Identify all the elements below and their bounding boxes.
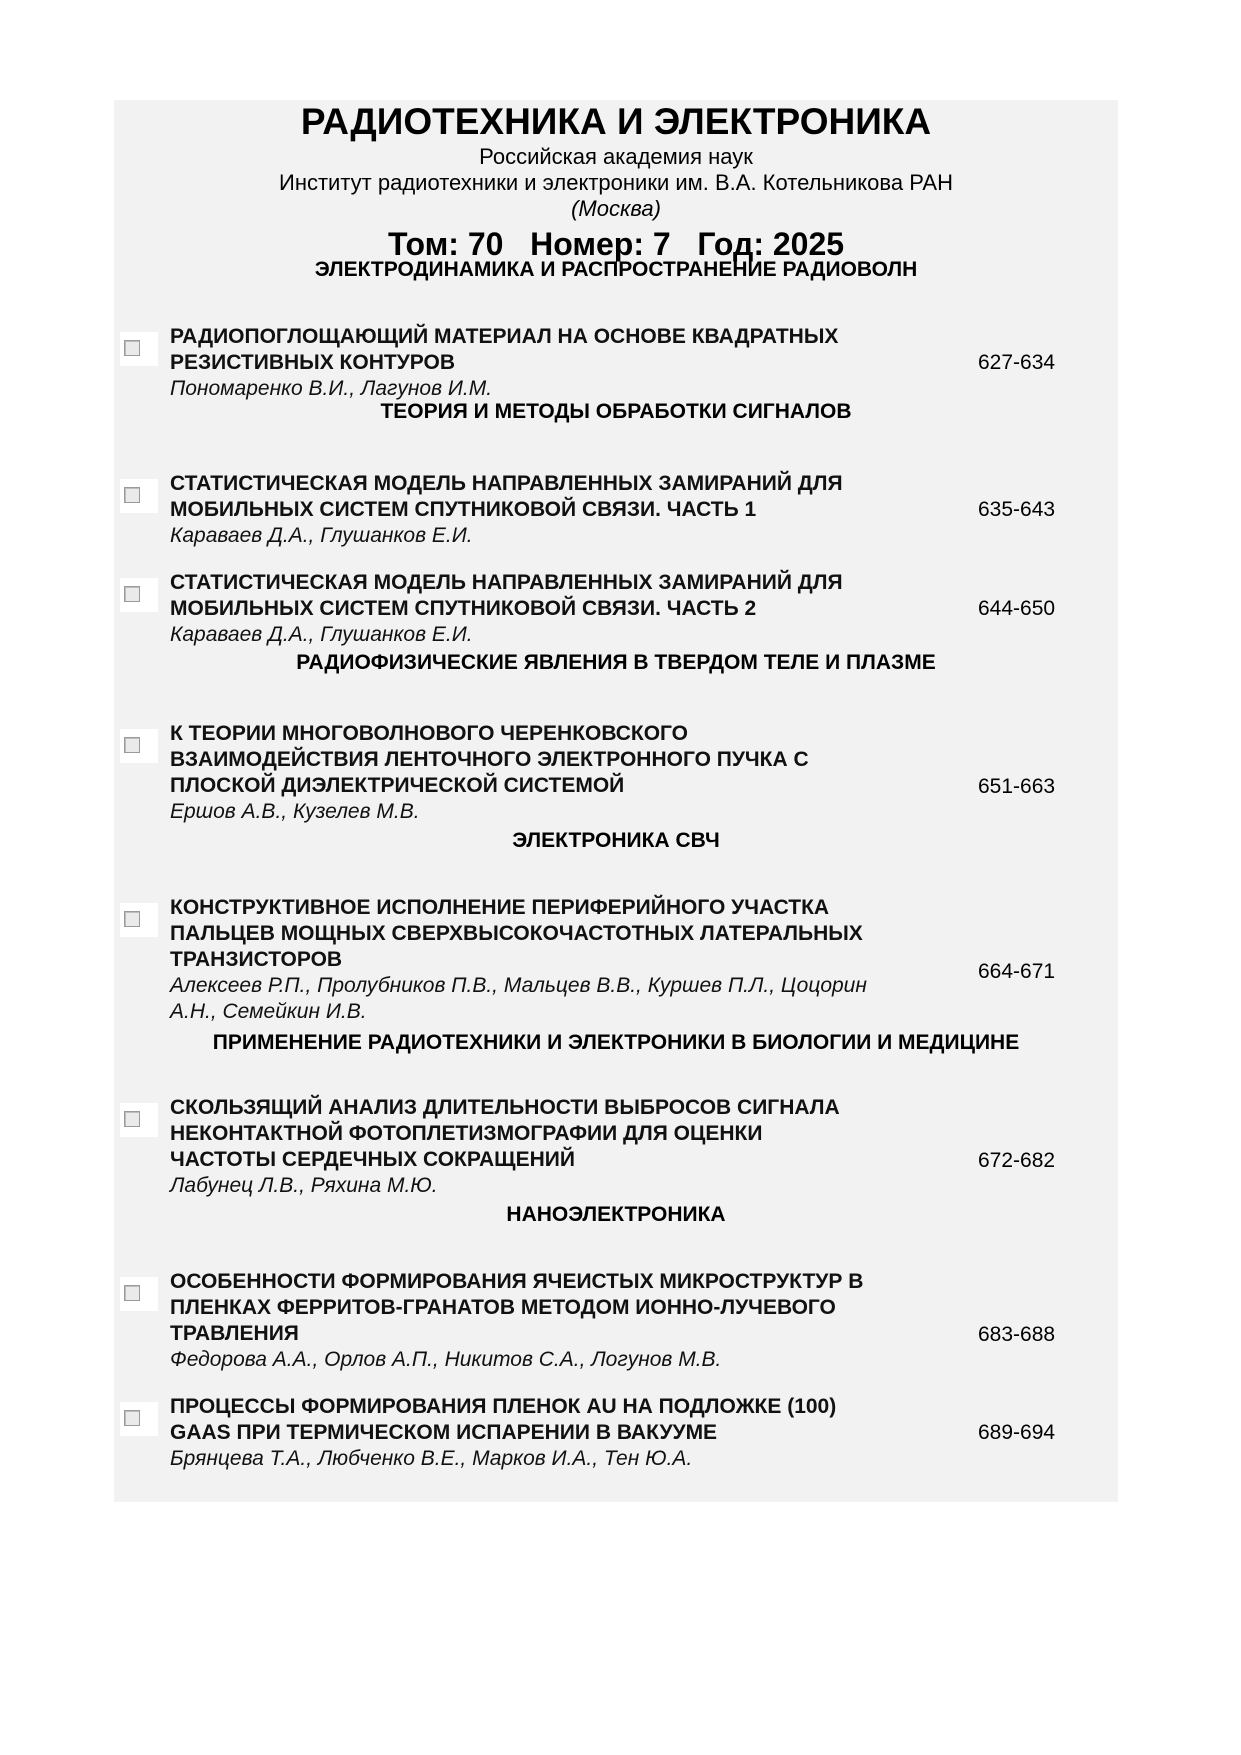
article-title-line[interactable]: ПЛОСКОЙ ДИЭЛЕКТРИЧЕСКОЙ СИСТЕМОЙ	[170, 774, 625, 797]
article-title-line[interactable]: ПАЛЬЦЕВ МОЩНЫХ СВЕРХВЫСОКОЧАСТОТНЫХ ЛАТЕРАЛЬНЫХ	[170, 922, 863, 945]
table-of-contents-panel	[114, 100, 1118, 1502]
article-title-line[interactable]: ТРАВЛЕНИЯ	[170, 1322, 299, 1345]
article-authors: Алексеев Р.П., Пролубников П.В., Мальцев В.В., Куршев П.Л., Цоцорин	[170, 974, 867, 997]
article-title-line[interactable]: МОБИЛЬНЫХ СИСТЕМ СПУТНИКОВОЙ СВЯЗИ. ЧАСТЬ 2	[170, 597, 757, 620]
checkbox-square-icon	[124, 1285, 140, 1301]
article-authors: Караваев Д.А., Глушанков Е.И.	[170, 524, 473, 547]
article-checkbox[interactable]	[120, 578, 158, 612]
article-pages: 683-688	[978, 1323, 1056, 1346]
city-name: (Москва)	[571, 196, 661, 221]
article-authors: Лабунец Л.В., Ряхина М.Ю.	[170, 1174, 438, 1197]
article-checkbox[interactable]	[120, 1103, 158, 1137]
article-title-line[interactable]: МОБИЛЬНЫХ СИСТЕМ СПУТНИКОВОЙ СВЯЗИ. ЧАСТЬ 1	[170, 498, 757, 521]
section-heading: ЭЛЕКТРОНИКА СВЧ	[512, 829, 720, 852]
article-title-line[interactable]: ОСОБЕННОСТИ ФОРМИРОВАНИЯ ЯЧЕИСТЫХ МИКРОСТРУКТУР В	[170, 1270, 864, 1293]
checkbox-square-icon	[124, 487, 140, 503]
article-checkbox[interactable]	[120, 479, 158, 513]
journal-title: РАДИОТЕХНИКА И ЭЛЕКТРОНИКА	[300, 101, 932, 142]
section-heading: НАНОЭЛЕКТРОНИКА	[506, 1203, 726, 1226]
article-pages: 627-634	[978, 351, 1056, 374]
article-title-line[interactable]: СТАТИСТИЧЕСКАЯ МОДЕЛЬ НАПРАВЛЕННЫХ ЗАМИРАНИЙ ДЛЯ	[170, 571, 843, 594]
checkbox-square-icon	[124, 340, 140, 356]
article-authors: А.Н., Семейкин И.В.	[170, 1000, 367, 1023]
institute-name: Институт радиотехники и электроники им. В.А. Котельникова РАН	[279, 170, 953, 195]
article-checkbox[interactable]	[120, 1402, 158, 1436]
article-authors: Пономаренко В.И., Лагунов И.М.	[170, 377, 493, 400]
article-checkbox[interactable]	[120, 729, 158, 763]
article-checkbox[interactable]	[120, 332, 158, 366]
section-heading: ПРИМЕНЕНИЕ РАДИОТЕХНИКИ И ЭЛЕКТРОНИКИ В БИОЛОГИИ И МЕДИЦИНЕ	[212, 1031, 1020, 1054]
section-heading: РАДИОФИЗИЧЕСКИЕ ЯВЛЕНИЯ В ТВЕРДОМ ТЕЛЕ И ПЛАЗМЕ	[296, 651, 936, 674]
article-title-line[interactable]: К ТЕОРИИ МНОГОВОЛНОВОГО ЧЕРЕНКОВСКОГО	[170, 722, 689, 745]
article-authors: Караваев Д.А., Глушанков Е.И.	[170, 623, 473, 646]
article-title-line[interactable]: ЧАСТОТЫ СЕРДЕЧНЫХ СОКРАЩЕНИЙ	[170, 1148, 575, 1171]
article-pages: 635-643	[978, 498, 1056, 521]
section-heading: ЭЛЕКТРОДИНАМИКА И РАСПРОСТРАНЕНИЕ РАДИОВОЛН	[314, 258, 918, 281]
checkbox-square-icon	[124, 1410, 140, 1426]
article-checkbox[interactable]	[120, 903, 158, 937]
issue-info: Том: 70 Номер: 7 Год: 2025	[387, 226, 845, 262]
checkbox-square-icon	[124, 586, 140, 602]
article-title-line[interactable]: РЕЗИСТИВНЫХ КОНТУРОВ	[170, 351, 455, 374]
article-title-line[interactable]: КОНСТРУКТИВНОЕ ИСПОЛНЕНИЕ ПЕРИФЕРИЙНОГО УЧАСТКА	[170, 896, 830, 919]
article-checkbox[interactable]	[120, 1277, 158, 1311]
article-title-line[interactable]: СТАТИСТИЧЕСКАЯ МОДЕЛЬ НАПРАВЛЕННЫХ ЗАМИРАНИЙ ДЛЯ	[170, 472, 843, 495]
article-title-line[interactable]: ПЛЕНКАХ ФЕРРИТОВ-ГРАНАТОВ МЕТОДОМ ИОННО-ЛУЧЕВОГО	[170, 1296, 836, 1319]
article-pages: 644-650	[978, 597, 1056, 620]
article-pages: 651-663	[978, 775, 1056, 798]
article-pages: 664-671	[978, 960, 1056, 983]
article-authors: Ершов А.В., Кузелев М.В.	[170, 800, 420, 823]
article-title-line[interactable]: ТРАНЗИСТОРОВ	[170, 948, 343, 971]
publisher-name: Российская академия наук	[479, 144, 753, 169]
article-authors: Федорова А.А., Орлов А.П., Никитов С.А., Логунов М.В.	[170, 1348, 722, 1371]
article-title-line[interactable]: СКОЛЬЗЯЩИЙ АНАЛИЗ ДЛИТЕЛЬНОСТИ ВЫБРОСОВ СИГНАЛА	[170, 1096, 840, 1119]
checkbox-square-icon	[124, 737, 140, 753]
checkbox-square-icon	[124, 911, 140, 927]
section-heading: ТЕОРИЯ И МЕТОДЫ ОБРАБОТКИ СИГНАЛОВ	[380, 400, 852, 423]
article-title-line[interactable]: ВЗАИМОДЕЙСТВИЯ ЛЕНТОЧНОГО ЭЛЕКТРОННОГО ПУЧКА С	[170, 748, 809, 771]
article-authors: Брянцева Т.А., Любченко В.Е., Марков И.А., Тен Ю.А.	[170, 1447, 693, 1470]
article-title-line[interactable]: ПРОЦЕССЫ ФОРМИРОВАНИЯ ПЛЕНОК AU НА ПОДЛОЖКЕ (100)	[170, 1395, 837, 1418]
article-title-line[interactable]: НЕКОНТАКТНОЙ ФОТОПЛЕТИЗМОГРАФИИ ДЛЯ ОЦЕНКИ	[170, 1122, 763, 1145]
checkbox-square-icon	[124, 1111, 140, 1127]
article-pages: 672-682	[978, 1149, 1056, 1172]
article-title-line[interactable]: РАДИОПОГЛОЩАЮЩИЙ МАТЕРИАЛ НА ОСНОВЕ КВАДРАТНЫХ	[170, 325, 839, 348]
article-pages: 689-694	[978, 1421, 1056, 1444]
article-title-line[interactable]: GAAS ПРИ ТЕРМИЧЕСКОМ ИСПАРЕНИИ В ВАКУУМЕ	[170, 1421, 718, 1444]
